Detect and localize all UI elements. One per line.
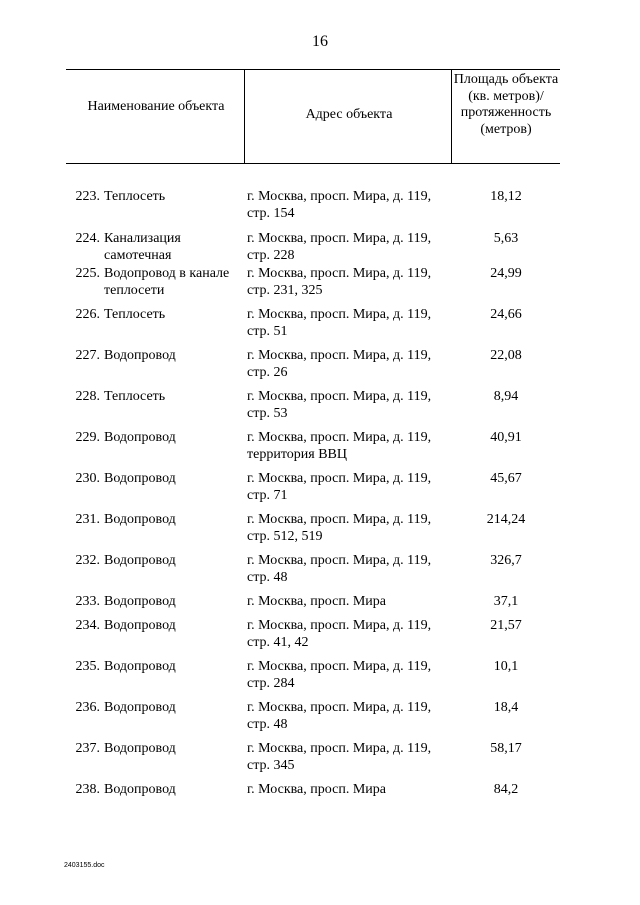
header-name: Наименование объекта: [87, 99, 225, 114]
row-number: 226.: [75, 307, 100, 322]
row-number: 228.: [75, 389, 100, 404]
row-number: 224.: [75, 231, 100, 246]
table-row: [0, 306, 640, 347]
object-address: г. Москва, просп. Мира, д. 119, стр. 512, 519: [247, 512, 432, 544]
object-address: г. Москва, просп. Мира, д. 119, стр. 26: [247, 348, 432, 380]
object-name: Теплосеть: [104, 389, 166, 404]
object-area: 18,12: [490, 189, 522, 204]
row-number: 237.: [75, 741, 100, 756]
table-row: [0, 699, 640, 740]
object-name: Водопровод: [104, 782, 176, 797]
table-row: [0, 188, 640, 230]
object-name: Водопровод: [104, 553, 176, 568]
row-number: 223.: [75, 189, 100, 204]
object-name: Водопровод: [104, 512, 176, 527]
object-area: 10,1: [493, 659, 519, 674]
row-number: 236.: [75, 700, 100, 715]
object-area: 40,91: [490, 430, 522, 445]
row-number: 238.: [75, 782, 100, 797]
object-address: г. Москва, просп. Мира, д. 119, стр. 345: [247, 741, 432, 773]
object-address: г. Москва, просп. Мира: [247, 594, 386, 609]
object-area: 22,08: [490, 348, 522, 363]
row-number: 231.: [75, 512, 100, 527]
table-row: [0, 740, 640, 781]
object-area: 37,1: [493, 594, 519, 609]
table-row: [0, 388, 640, 429]
object-area: 18,4: [493, 700, 519, 715]
column-divider: [244, 69, 245, 163]
table-row: [0, 593, 640, 617]
page-number: 16: [312, 33, 328, 50]
object-area: 24,66: [490, 307, 522, 322]
table-row: [0, 230, 640, 265]
object-name: Водопровод в канале теплосети: [104, 266, 230, 298]
object-name: Водопровод: [104, 471, 176, 486]
object-name: Водопровод: [104, 741, 176, 756]
row-number: 229.: [75, 430, 100, 445]
object-name: Водопровод: [104, 348, 176, 363]
object-area: 58,17: [490, 741, 522, 756]
object-address: г. Москва, просп. Мира, д. 119, стр. 48: [247, 700, 432, 732]
object-name: Водопровод: [104, 618, 176, 633]
object-name: Водопровод: [104, 700, 176, 715]
object-address: г. Москва, просп. Мира, д. 119, стр. 231, 325: [247, 266, 432, 298]
row-number: 235.: [75, 659, 100, 674]
object-area: 45,67: [490, 471, 522, 486]
object-name: Водопровод: [104, 430, 176, 445]
object-name: Водопровод: [104, 659, 176, 674]
object-address: г. Москва, просп. Мира, д. 119, стр. 51: [247, 307, 432, 339]
object-area: 8,94: [493, 389, 519, 404]
header-area: Площадь объекта (кв. метров)/ протяженность (метров): [453, 72, 559, 137]
table-row: [0, 265, 640, 306]
row-number: 233.: [75, 594, 100, 609]
table-header-bottom-border: [66, 163, 560, 164]
footer-filename: 2403155.doc: [64, 862, 105, 869]
object-address: г. Москва, просп. Мира, д. 119, территория ВВЦ: [247, 430, 432, 462]
object-area: 84,2: [493, 782, 519, 797]
table-row: [0, 511, 640, 552]
table-row: [0, 429, 640, 470]
object-area: 21,57: [490, 618, 522, 633]
object-name: Теплосеть: [104, 307, 166, 322]
row-number: 227.: [75, 348, 100, 363]
object-address: г. Москва, просп. Мира, д. 119, стр. 71: [247, 471, 432, 503]
row-number: 234.: [75, 618, 100, 633]
object-address: г. Москва, просп. Мира, д. 119, стр. 48: [247, 553, 432, 585]
header-address: Адрес объекта: [305, 107, 393, 122]
object-area: 214,24: [486, 512, 526, 527]
table-row: [0, 470, 640, 511]
object-address: г. Москва, просп. Мира, д. 119, стр. 228: [247, 231, 432, 263]
object-address: г. Москва, просп. Мира, д. 119, стр. 41, 42: [247, 618, 432, 650]
table-row: [0, 347, 640, 388]
object-address: г. Москва, просп. Мира, д. 119, стр. 53: [247, 389, 432, 421]
object-area: 326,7: [490, 553, 522, 568]
object-area: 5,63: [493, 231, 519, 246]
table-row: [0, 781, 640, 805]
object-address: г. Москва, просп. Мира, д. 119, стр. 154: [247, 189, 432, 221]
object-area: 24,99: [490, 266, 522, 281]
object-name: Водопровод: [104, 594, 176, 609]
table-row: [0, 658, 640, 699]
object-address: г. Москва, просп. Мира: [247, 782, 386, 797]
object-address: г. Москва, просп. Мира, д. 119, стр. 284: [247, 659, 432, 691]
object-name: Канализация самотечная: [104, 231, 181, 263]
row-number: 225.: [75, 266, 100, 281]
table-row: [0, 617, 640, 658]
object-name: Теплосеть: [104, 189, 166, 204]
table-top-border: [66, 69, 560, 70]
row-number: 230.: [75, 471, 100, 486]
table-row: [0, 552, 640, 593]
row-number: 232.: [75, 553, 100, 568]
table-body: [0, 188, 640, 805]
